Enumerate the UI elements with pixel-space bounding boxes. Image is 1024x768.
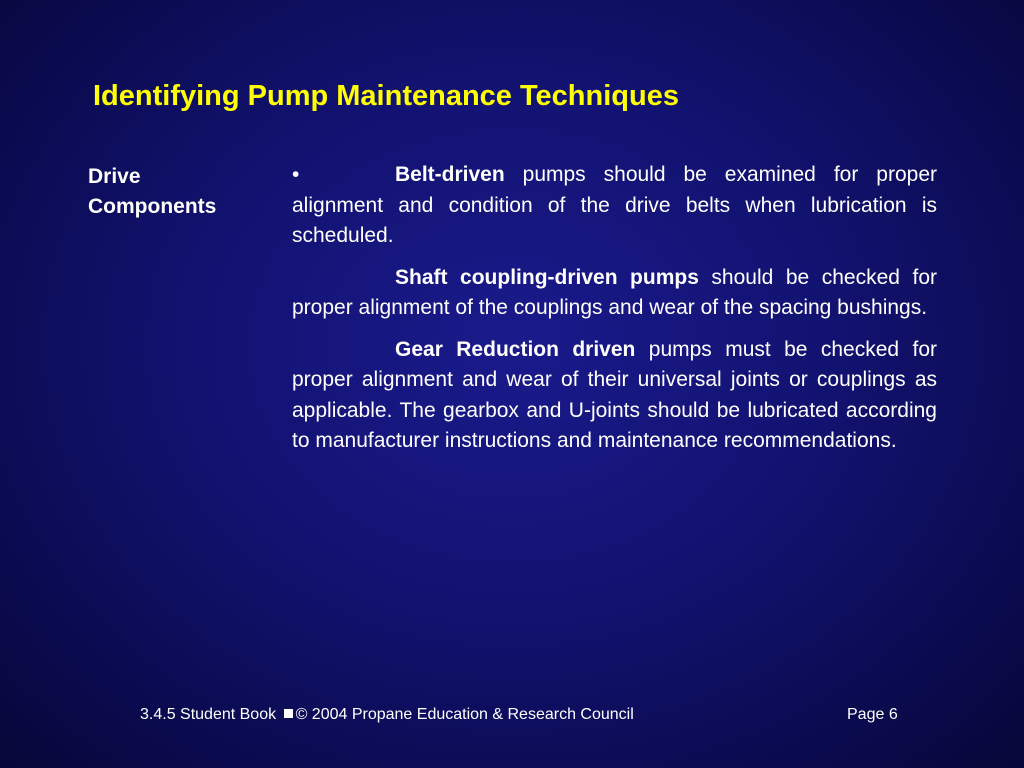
item-text: should be checked for proper alignment of the couplings and wear of the spacing bushings. xyxy=(292,265,937,319)
item-term: Gear Reduction driven xyxy=(395,337,636,361)
footer-copyright: © 2004 Propane Education & Research Council xyxy=(295,706,634,723)
slide-title: Identifying Pump Maintenance Techniques xyxy=(93,80,679,112)
list-item xyxy=(292,160,937,252)
bullet-icon: • xyxy=(292,163,300,186)
content-body xyxy=(292,160,937,468)
page-number: Page 6 xyxy=(847,706,898,723)
item-text: pumps must be checked for proper alignment and wear of their universal joints or couplings as applicable. The gearbox and U-joints should be lubricated according to manufacturer instructions and maintenance recommendations. xyxy=(292,337,937,452)
item-term: Shaft coupling-driven pumps xyxy=(395,265,699,289)
square-icon xyxy=(284,709,293,718)
footer xyxy=(140,706,634,724)
list-item xyxy=(292,263,937,324)
item-term: Belt-driven xyxy=(395,163,505,186)
footer-book: 3.4.5 Student Book xyxy=(140,706,277,723)
item-text: pumps should be examined for proper alignment and condition of the drive belts when lubrication is scheduled. xyxy=(292,163,937,247)
list-item xyxy=(292,335,937,457)
section-label: Drive Components xyxy=(88,165,217,218)
